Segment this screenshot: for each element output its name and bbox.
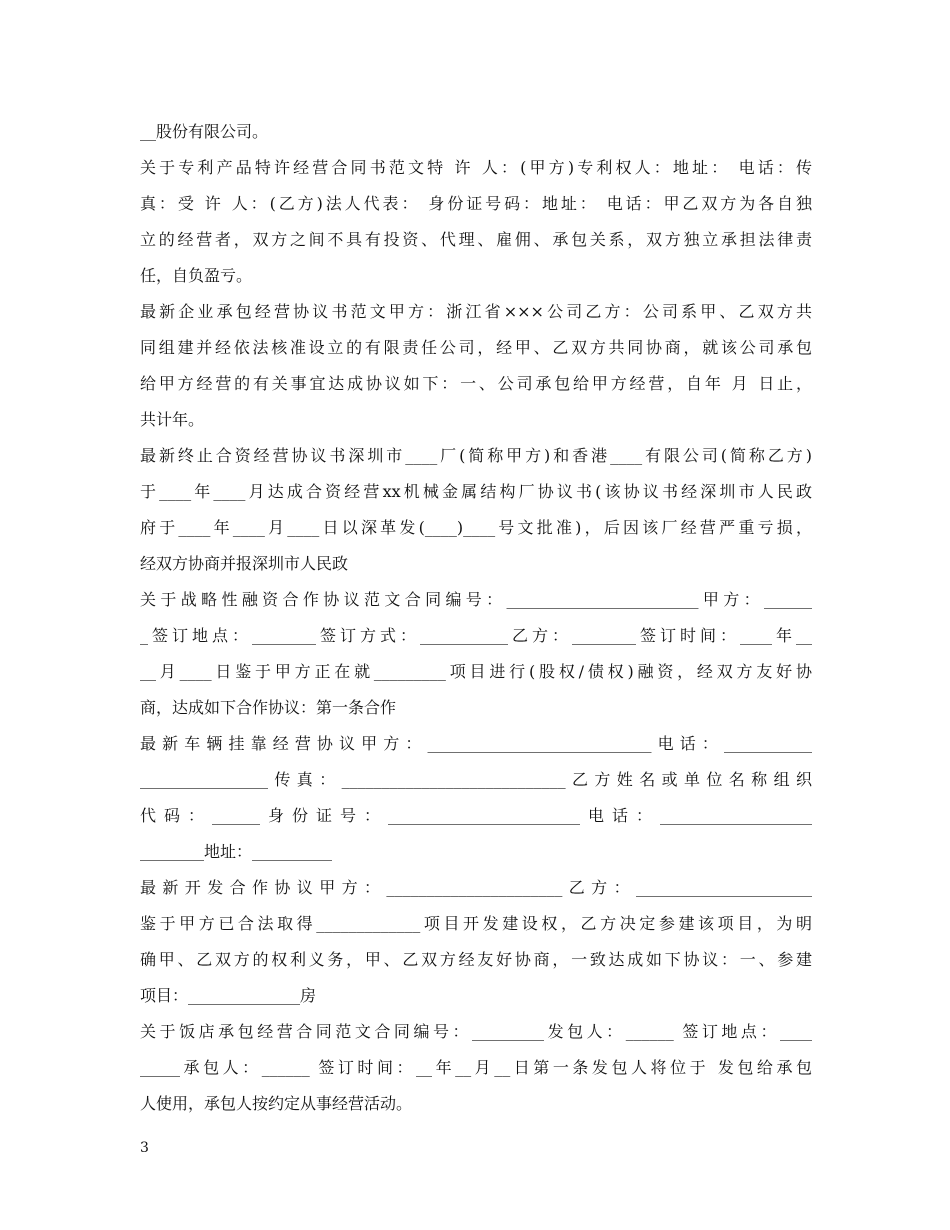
text-line: __股份有限公司。	[140, 122, 269, 141]
text-line: 最新车辆挂靠经营协议甲方：____________________________电话：___________	[140, 734, 812, 753]
text-line: ________________传真：____________________________乙方姓名或单位名称组织	[140, 770, 812, 789]
text-line: 给甲方经营的有关事宜达成协议如下：一、公司承包给甲方经营，自年 月 日止，	[140, 374, 812, 393]
text-line: 于____年____月达成合资经营xx机械金属结构厂协议书(该协议书经深圳市人民政	[140, 482, 812, 501]
text-line: 经双方协商并报深圳市人民政	[140, 554, 349, 573]
text-line: __月____日鉴于甲方正在就_________项目进行(股权/债权)融资，经双方友好协	[140, 662, 812, 681]
text-line: ________地址：__________	[140, 842, 333, 861]
text-line: 人使用，承包人按约定从事经营活动。	[140, 1094, 413, 1113]
text-line: 真：受 许 人：(乙方)法人代表： 身份证号码：地址： 电话：甲乙双方为各自独	[140, 194, 812, 213]
text-line: 府于____年____月____日以深革发(____)____号文批准)，后因该厂经营严重亏损，	[140, 518, 812, 537]
text-line: 鉴于甲方已合法取得_____________项目开发建设权，乙方决定参建该项目，为明	[140, 914, 812, 933]
text-line: 同组建并经依法核准设立的有限责任公司，经甲、乙双方共同协商，就该公司承包	[140, 338, 812, 357]
text-line: 关于专利产品特许经营合同书范文特 许 人：(甲方)专利权人：地址： 电话：传	[140, 158, 812, 177]
text-line: 最新企业承包经营协议书范文甲方：浙江省×××公司乙方：公司系甲、乙双方共	[140, 302, 812, 321]
text-line: 任，自负盈亏。	[140, 266, 253, 285]
text-line: 立的经营者，双方之间不具有投资、代理、雇佣、承包关系，双方独立承担法律责	[140, 230, 812, 249]
document-body	[140, 114, 812, 1122]
text-line: 代码：______身份证号：________________________电话：___________________	[140, 806, 812, 825]
text-line: 最新终止合资经营协议书深圳市____厂(简称甲方)和香港____有限公司(简称乙方)	[140, 446, 812, 465]
page-number: 3	[140, 1140, 149, 1156]
text-line: 关于战略性融资合作协议范文合同编号：________________________甲方：______	[140, 590, 812, 609]
text-line: _____承包人：______ 签订时间：__年__月__日第一条发包人将位于 发包给承包	[140, 1058, 812, 1077]
text-line: 最新开发合作协议甲方：______________________乙方：______________________	[140, 878, 812, 897]
text-line: 关于饭店承包经营合同范文合同编号：_________发包人：______ 签订地点：____	[140, 1022, 812, 1041]
text-line: 商，达成如下合作协议：第一条合作	[140, 698, 397, 717]
text-line: 共计年。	[140, 410, 205, 429]
text-line: 确甲、乙双方的权利义务，甲、乙双方经友好协商，一致达成如下协议：一、参建	[140, 950, 812, 969]
text-line: 项目：______________房	[140, 986, 317, 1005]
text-line: _签订地点：________签订方式：___________乙方：________签订时间：____年__	[140, 626, 812, 645]
